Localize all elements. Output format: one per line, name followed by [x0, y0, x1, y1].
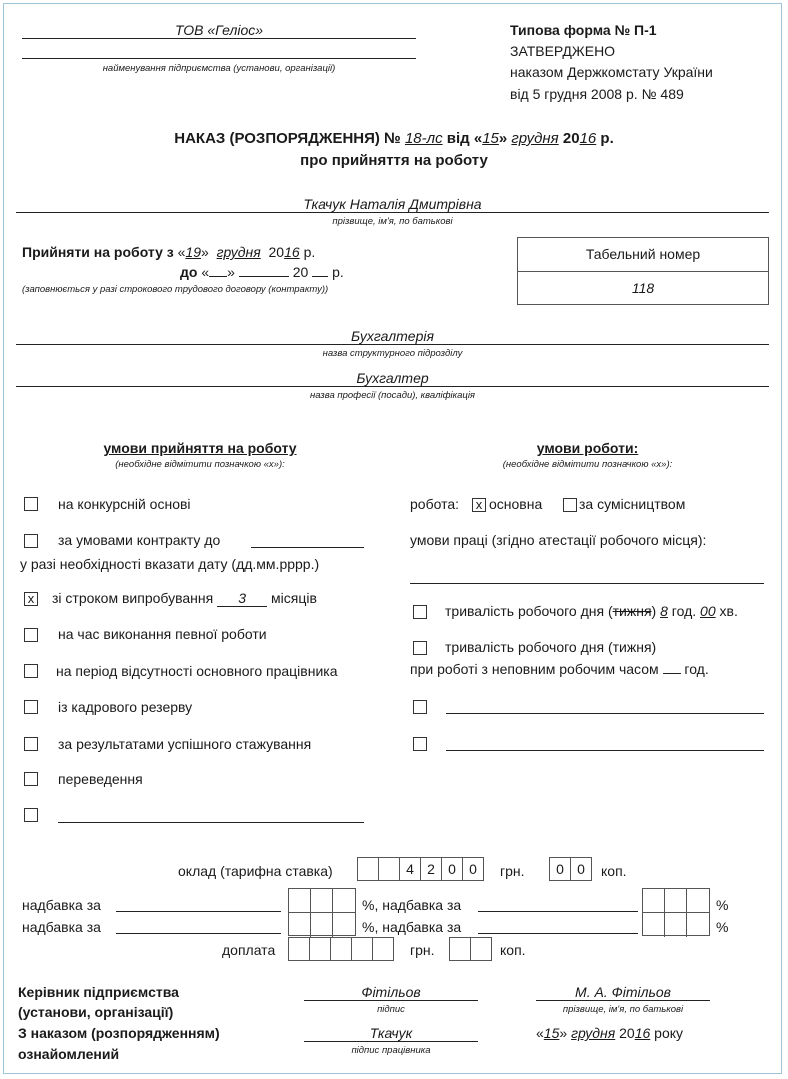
salary-kop-digit: 0: [549, 857, 571, 881]
salary-digit: [378, 857, 400, 881]
bonus-percent-cells-left: [288, 888, 356, 936]
employee-name-line: [16, 212, 769, 213]
hire-date-row: Прийняти на роботу з «19» грудня 2016 р.: [22, 244, 316, 260]
probation-label: зі строком випробування 3 місяців: [52, 590, 317, 606]
extra-1-line: [446, 713, 764, 714]
contract-note: у разі необхідності вказати дату (дд.мм.рррр.): [20, 556, 320, 572]
attestation-label: умови праці (згідно атестації робочого місця):: [410, 532, 707, 548]
tab-number-label: Табельний номер: [518, 238, 768, 272]
salary-digit: 2: [420, 857, 442, 881]
duration-label: тривалість робочого дня (тижня) 8 год. 00 хв.: [445, 603, 738, 619]
tab-number-value: 118: [631, 280, 655, 296]
salary-digit: [357, 857, 379, 881]
org-name-line-2: [22, 58, 416, 59]
attestation-line: [410, 583, 764, 584]
checkbox-reserve[interactable]: [24, 700, 38, 714]
competitive-label: на конкурсній основі: [58, 496, 191, 512]
hire-conditions-title: умови прийняття на роботу: [103, 440, 297, 456]
work-conditions-hint: (необхідне відмітити позначкою «х»):: [502, 459, 673, 470]
checkbox-main-work[interactable]: x: [472, 498, 486, 512]
salary-grn-label: грн.: [500, 863, 525, 879]
checkbox-transfer[interactable]: [24, 772, 38, 786]
department-value: Бухгалтерія: [351, 328, 434, 344]
checkbox-extra-2[interactable]: [413, 737, 427, 751]
order-title: НАКАЗ (РОЗПОРЯДЖЕННЯ) № 18-лс від «15» грудня 2016 р.: [174, 130, 614, 147]
checkbox-extra-1[interactable]: [413, 700, 427, 714]
salary-digit: 4: [399, 857, 421, 881]
approved-label: ЗАТВЕРДЖЕНО: [510, 43, 616, 59]
contract-date-line: [251, 547, 364, 548]
approved-date: від 5 грудня 2008 р. № 489: [510, 86, 684, 102]
hire-conditions-hint: (необхідне відмітити позначкою «х»):: [115, 459, 285, 470]
salary-digit: 0: [441, 857, 463, 881]
bonus-line-3: [478, 911, 638, 912]
head-signature: Фітільов: [361, 984, 421, 1000]
employee-signature-caption: підпис працівника: [351, 1045, 431, 1056]
salary-kop-label: коп.: [601, 863, 627, 879]
head-label-2: (установи, організації): [18, 1004, 174, 1020]
checkbox-contract[interactable]: [24, 534, 38, 548]
department-caption: назва структурного підрозділу: [322, 348, 463, 359]
bonus-line-2: [116, 933, 281, 934]
percent-bonus-label-2: %, надбавка за: [362, 919, 462, 935]
order-subtitle: про прийняття на роботу: [300, 152, 488, 169]
extra-2-line: [446, 750, 764, 751]
bonus-line-1: [116, 911, 281, 912]
salary-kop-cells: [549, 857, 592, 881]
head-name: М. А. Фітільов: [575, 984, 671, 1000]
work-type-label: робота:: [410, 496, 459, 512]
duration2-label: тривалість робочого дня (тижня): [445, 639, 657, 655]
form-title: Типова форма № П-1: [510, 22, 657, 38]
bonus-line-4: [478, 933, 638, 934]
bonus-label-2: надбавка за: [22, 919, 101, 935]
other-hire-line: [58, 822, 364, 823]
surcharge-kop-label: коп.: [500, 942, 526, 958]
checkbox-probation[interactable]: x: [24, 592, 38, 606]
checkbox-duration-2[interactable]: [413, 641, 427, 655]
ack-label-1: З наказом (розпорядженням): [18, 1025, 220, 1041]
salary-grn-cells: [357, 857, 484, 881]
surcharge-label: доплата: [222, 942, 276, 958]
head-signature-line: [304, 1000, 478, 1001]
bonus-label-1: надбавка за: [22, 897, 101, 913]
parttime-label: при роботі з неповним робочим часом год.: [410, 661, 709, 677]
main-work-label: основна: [489, 496, 543, 512]
percent-bonus-label-1: %, надбавка за: [362, 897, 462, 913]
percent-sign-2: %: [716, 919, 729, 935]
checkbox-competitive[interactable]: [24, 497, 38, 511]
salary-label: оклад (тарифна ставка): [178, 863, 333, 879]
ack-label-2: ознайомлений: [18, 1046, 120, 1062]
salary-digit: 0: [462, 857, 484, 881]
salary-kop-digit: 0: [570, 857, 592, 881]
position-caption: назва професії (посади), кваліфікація: [309, 390, 476, 401]
position-value: Бухгалтер: [356, 370, 429, 386]
absence-label: на період відсутності основного працівника: [56, 663, 338, 679]
checkbox-duration[interactable]: [413, 605, 427, 619]
tab-number-box: [517, 237, 769, 305]
employee-signature: Ткачук: [369, 1025, 413, 1041]
head-name-line: [536, 1000, 710, 1001]
specific-work-label: на час виконання певної роботи: [58, 626, 267, 642]
surcharge-kop-cells: [449, 937, 492, 961]
checkbox-specific-work[interactable]: [24, 628, 38, 642]
surcharge-grn-label: грн.: [410, 942, 435, 958]
org-caption: найменування підприємства (установи, організації): [102, 63, 336, 74]
employee-name-caption: прізвище, ім'я, по батькові: [332, 216, 453, 227]
until-date-row: до « » 20 р.: [180, 264, 344, 280]
checkbox-other-hire[interactable]: [24, 808, 38, 822]
head-label-1: Керівник підприємства: [18, 984, 179, 1000]
transfer-label: переведення: [58, 771, 143, 787]
ack-date: «15» грудня 2016 року: [536, 1025, 684, 1041]
reserve-label: із кадрового резерву: [58, 699, 193, 715]
org-name-line: [22, 38, 416, 39]
checkbox-absence[interactable]: [24, 664, 38, 678]
employee-signature-line: [304, 1041, 478, 1042]
employee-name: Ткачук Наталія Дмитрівна: [303, 196, 482, 212]
department-line: [16, 344, 769, 345]
percent-sign-1: %: [716, 897, 729, 913]
work-conditions-title: умови роботи:: [536, 440, 639, 456]
part-time-label: за сумісництвом: [579, 496, 686, 512]
surcharge-grn-cells: [288, 937, 394, 961]
position-line: [16, 386, 769, 387]
checkbox-part-time[interactable]: [563, 498, 577, 512]
approved-by: наказом Держкомстату України: [510, 64, 713, 80]
checkbox-internship[interactable]: [24, 737, 38, 751]
head-name-caption: прізвище, ім'я, по батькові: [562, 1004, 684, 1015]
org-name: ТОВ «Геліос»: [174, 22, 264, 38]
contract-label: за умовами контракту до: [58, 532, 221, 548]
until-date-note: (заповнюється у разі строкового трудового договору (контракту)): [22, 284, 329, 295]
bonus-percent-cells-right: [642, 888, 710, 936]
internship-label: за результатами успішного стажування: [58, 736, 312, 752]
head-signature-caption: підпис: [377, 1004, 405, 1015]
